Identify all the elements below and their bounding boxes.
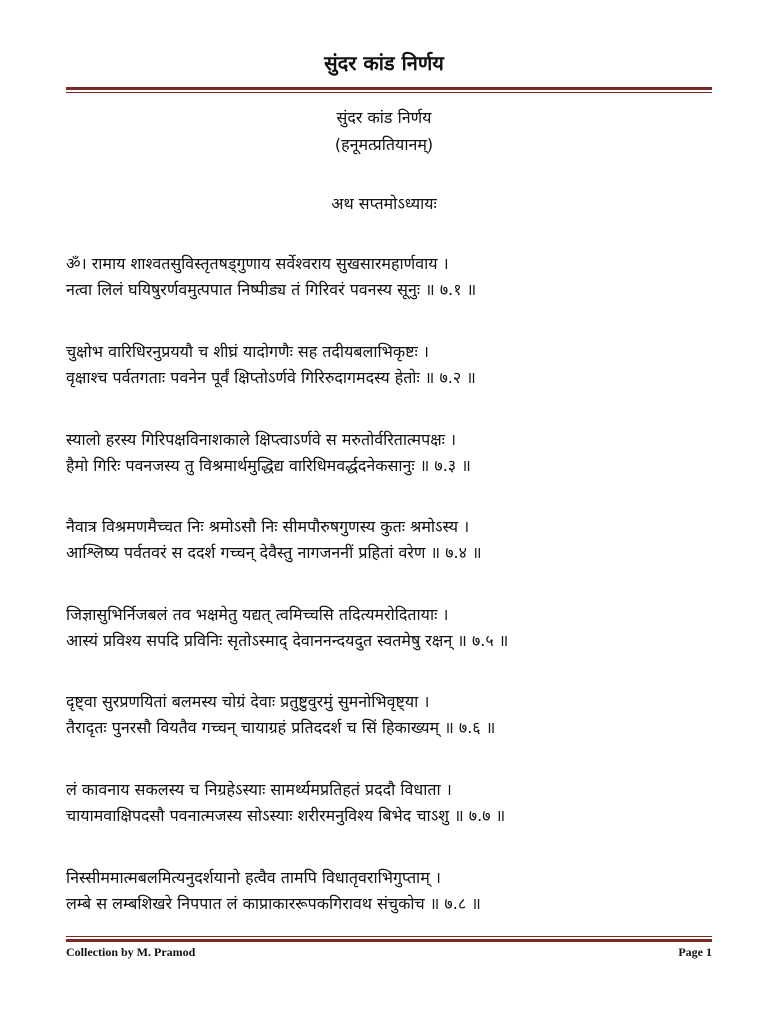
header-rule-thick	[66, 87, 712, 90]
footer-rule-thick	[66, 939, 712, 942]
verse-line: नैवात्र विश्रमणमैच्चत निः श्रमोऽसौ निः सीमपौरुषगुणस्य कुतः श्रमोऽस्य ।	[66, 517, 470, 536]
verse-line: लं कावनाय सकलस्य च निग्रहेऽस्याः सामर्थ्यमप्रतिहतं प्रददौ विधाता ।	[66, 780, 452, 799]
document-title: सुंदर कांड निर्णय	[336, 108, 432, 127]
verse-block	[66, 251, 726, 303]
chapter-heading: अथ सप्तमोऽध्यायः	[331, 194, 437, 213]
verse-line: निस्सीममात्मबलमित्यनुदर्शयानो हत्वैव तामपि विधातृवराभिगुप्ताम् ।	[66, 868, 441, 887]
verse-block	[66, 339, 726, 391]
page-title: सुंदर कांड निर्णय	[324, 51, 444, 75]
verse-line: चुक्षोभ वारिधिरनुप्रययौ च शीघ्रं यादोगणैः सह तदीयबलाभिकृष्टः ।	[66, 342, 429, 361]
verse-block	[66, 602, 726, 654]
verse-line: ॐ। रामाय शाश्वतसुविस्तृतषड्गुणाय सर्वेश्वराय सुखसारमहार्णवाय ।	[66, 254, 449, 273]
verse-line: तैरादृतः पुनरसौ वियतैव गच्चन् चायाग्रहं प्रतिददर्श च सिं हिकाख्यम् ॥ ७.६ ॥	[66, 718, 496, 737]
verse-line: आस्यं प्रविश्य सपदि प्रविनिः सृतोऽस्माद् देवाननन्दयदुत स्वतमेषु रक्षन् ॥ ७.५ ॥	[66, 631, 509, 650]
verse-line: आश्लिष्य पर्वतवरं स ददर्श गच्चन् देवैस्तु नागजननीं प्रहितां वरेण ॥ ७.४ ॥	[66, 543, 482, 562]
verse-line: जिज्ञासुभिर्निजबलं तव भक्षमेतु यद्यत् त्वमिच्चसि तदित्यमरोदितायाः ।	[66, 605, 449, 624]
verse-line: चायामवाक्षिपदसौ पवनात्मजस्य सोऽस्याः शरीरमनुविश्य बिभेद चाऽशु ॥ ७.७ ॥	[66, 806, 506, 825]
verse-block	[66, 865, 726, 917]
footer-credit: Collection by M. Pramod	[66, 945, 196, 959]
verse-block	[66, 777, 726, 829]
verse-line: वृक्षाश्च पर्वतगताः पवनेन पूर्वं क्षिप्तोऽर्णवे गिरिरुदागमदस्य हेतोः ॥ ७.२ ॥	[66, 368, 476, 387]
verse-line: दृष्ट्वा सुरप्रणयितां बलमस्य चोग्रं देवाः प्रतुष्टुवुरमुं सुमनोभिवृष्ट्या ।	[66, 692, 430, 711]
verse-block	[66, 514, 726, 566]
verse-block	[66, 689, 726, 741]
verse-line: नत्वा लिलं घयिषुरर्णवमुत्पपात निष्पीड्य तं गिरिवरं पवनस्य सूनुः ॥ ७.१ ॥	[66, 280, 477, 299]
verse-block	[66, 427, 726, 479]
header-rule-thin	[66, 92, 712, 93]
page-number: Page 1	[678, 945, 712, 959]
footer-rule-thin	[66, 936, 712, 937]
document-subtitle: (हनूमत्प्रतियानम्)	[334, 135, 434, 154]
verse-line: लम्बे स लम्बशिखरे निपपात लं काप्राकाररूपकगिरावथ संचुकोच ॥ ७.८ ॥	[66, 894, 481, 913]
verse-line: स्यालो हरस्य गिरिपक्षविनाशकाले क्षिप्त्वाऽर्णवे स मरुतोर्वरितात्मपक्षः ।	[66, 430, 457, 449]
verse-line: हैमो गिरिः पवनजस्य तु विश्रमार्थमुद्धिद्य वारिधिमवर्द्धदनेकसानुः ॥ ७.३ ॥	[66, 456, 471, 475]
